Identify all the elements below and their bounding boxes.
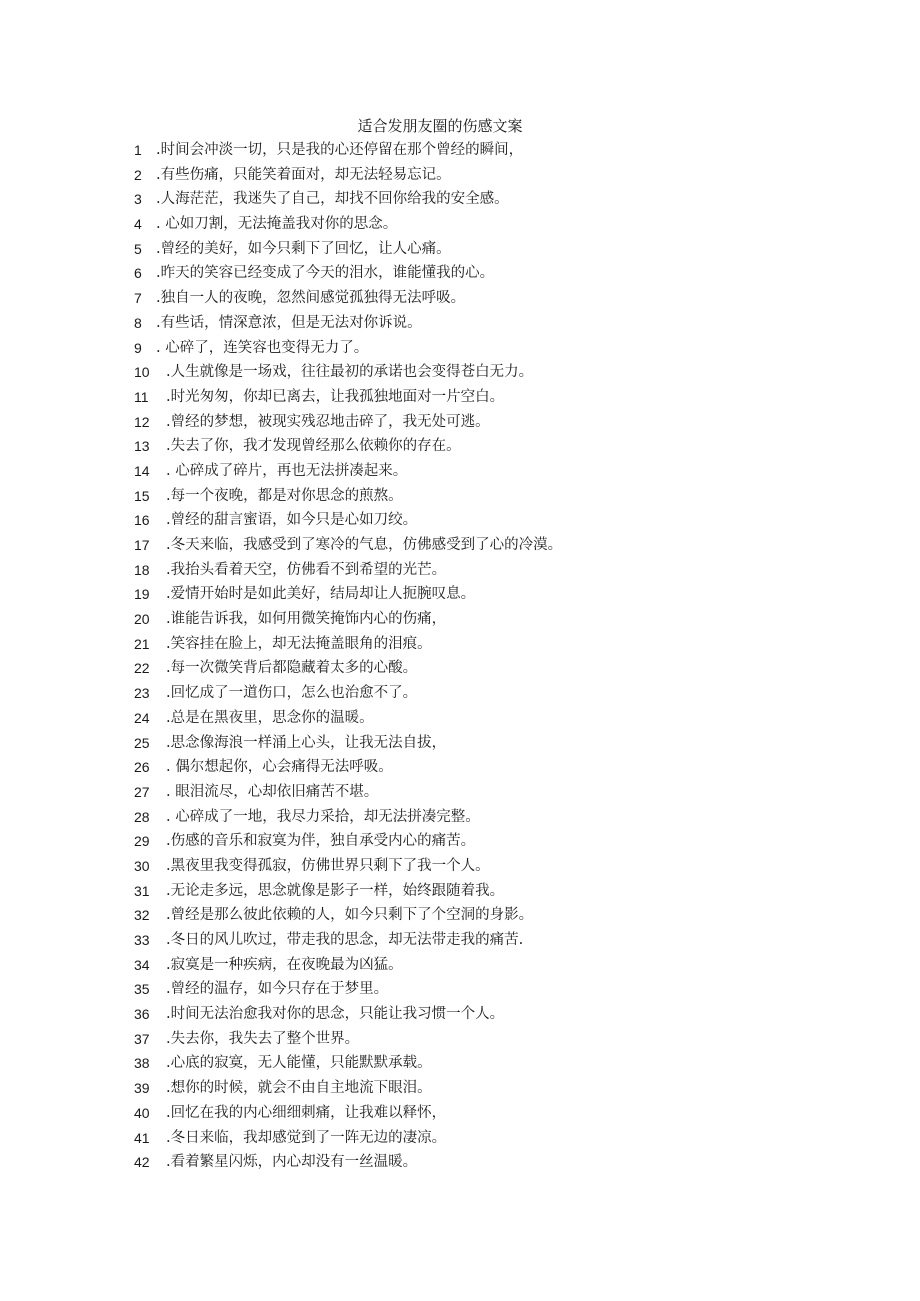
line-text: .曾经的甜言蜜语，如今只是心如刀绞。	[166, 512, 418, 529]
list-item	[134, 656, 854, 681]
line-text: .失去你，我失去了整个世界。	[166, 1030, 360, 1047]
list-item	[134, 706, 854, 731]
line-text: .总是在黑夜里，思念你的温暖。	[166, 709, 374, 726]
line-number: 31	[134, 882, 150, 899]
list-item	[134, 582, 854, 607]
line-number: 8	[134, 314, 142, 331]
list-item	[134, 1126, 854, 1151]
line-number: 14	[134, 462, 150, 479]
line-text: . 偶尔想起你，心会痛得无法呼吸。	[166, 759, 393, 776]
list-item	[134, 237, 854, 262]
list-item	[134, 1150, 854, 1175]
line-text: .时间会冲淡一切，只是我的心还停留在那个曾经的瞬间，	[156, 142, 524, 158]
list-item	[134, 163, 854, 188]
list-item	[134, 755, 854, 780]
line-number: 11	[134, 388, 149, 405]
line-text: .回忆成了一道伤口，怎么也治愈不了。	[166, 685, 418, 702]
line-number: 19	[134, 586, 150, 603]
line-text: .独自一人的夜晚，忽然间感觉孤独得无法呼吸。	[156, 290, 466, 307]
line-number: 4	[134, 216, 142, 233]
list-item	[134, 336, 854, 361]
list-item	[134, 681, 854, 706]
list-item	[134, 607, 854, 632]
line-number: 17	[134, 537, 150, 553]
line-text: .冬天来临，我感受到了寒冷的气息，仿佛感受到了心的冷漠。	[166, 537, 563, 553]
line-number: 36	[134, 1006, 150, 1023]
line-number: 1	[134, 142, 142, 158]
line-number: 27	[134, 783, 150, 800]
list-item	[134, 385, 854, 410]
line-text: .人生就像是一场戏，往往最初的承诺也会变得苍白无力。	[166, 364, 534, 381]
line-text: .人海茫茫，我迷失了自己，却找不回你给我的安全感。	[156, 191, 509, 208]
list-item	[134, 903, 854, 928]
line-number: 16	[134, 512, 150, 529]
line-text: .时间无法治愈我对你的思念，只能让我习惯一个人。	[166, 1006, 505, 1023]
line-number: 37	[134, 1030, 150, 1047]
line-number: 30	[134, 857, 150, 874]
line-number: 34	[134, 956, 150, 973]
list-item	[134, 261, 854, 286]
line-number: 23	[134, 685, 150, 702]
line-number: 25	[134, 734, 150, 751]
list-item	[134, 731, 854, 756]
list-item	[134, 459, 854, 484]
list-item	[134, 558, 854, 583]
line-text: .有些伤痛，只能笑着面对，却无法轻易忘记。	[156, 166, 451, 183]
line-text: .伤感的音乐和寂寞为伴，独自承受内心的痛苦。	[166, 833, 476, 850]
line-number: 5	[134, 240, 142, 257]
list-item	[134, 434, 854, 459]
list-item	[134, 138, 854, 163]
list-item	[134, 977, 854, 1002]
line-text: .每一个夜晚，都是对你思念的煎熬。	[166, 487, 403, 504]
line-text: .每一次微笑背后都隐藏着太多的心酸。	[166, 660, 418, 677]
list-item	[134, 829, 854, 854]
document-title: 适合发朋友圈的伤感文案	[357, 117, 523, 135]
line-number: 29	[134, 833, 150, 850]
list-item	[134, 1076, 854, 1101]
line-text: .曾经是那么彼此依赖的人，如今只剩下了个空洞的身影。	[166, 907, 534, 924]
line-text: . 心碎成了碎片，再也无法拼凑起来。	[166, 462, 408, 479]
line-text: .寂寞是一种疾病，在夜晚最为凶猛。	[166, 956, 403, 973]
line-text: .想你的时候，就会不由自主地流下眼泪。	[166, 1080, 432, 1097]
list-item	[134, 360, 854, 385]
list-item	[134, 879, 854, 904]
line-text: .回忆在我的内心细细刺痛，让我难以释怀，	[166, 1104, 447, 1121]
line-number: 9	[134, 339, 142, 356]
line-text: . 心碎了，连笑容也变得无力了。	[156, 339, 369, 356]
line-text: . 心如刀割，无法掩盖我对你的思念。	[156, 216, 398, 233]
line-number: 26	[134, 759, 150, 776]
list-item	[134, 632, 854, 657]
list-item	[134, 1027, 854, 1052]
line-number: 13	[134, 438, 150, 455]
line-text: .曾经的美好，如今只剩下了回忆，让人心痛。	[156, 240, 451, 257]
line-number: 35	[134, 981, 150, 998]
line-text: .谁能告诉我，如何用微笑掩饰内心的伤痛，	[166, 611, 447, 628]
list-item	[134, 1051, 854, 1076]
line-number: 24	[134, 709, 150, 726]
list-item	[134, 484, 854, 509]
list-item	[134, 1002, 854, 1027]
line-text: .曾经的梦想，被现实残忍地击碎了，我无处可逃。	[166, 413, 490, 430]
line-text: .时光匆匆，你却已离去，让我孤独地面对一片空白。	[166, 388, 505, 405]
line-number: 15	[134, 487, 150, 504]
line-number: 39	[134, 1080, 150, 1097]
line-text: .笑容挂在脸上，却无法掩盖眼角的泪痕。	[166, 635, 432, 652]
line-text: .冬日来临，我却感觉到了一阵无边的凄凉。	[166, 1129, 447, 1146]
line-number: 40	[134, 1104, 150, 1121]
line-number: 3	[134, 191, 142, 208]
line-text: .黑夜里我变得孤寂，仿佛世界只剩下了我一个人。	[166, 857, 490, 874]
list-item	[134, 953, 854, 978]
line-number: 22	[134, 660, 150, 677]
line-text: .我抬头看着天空，仿佛看不到希望的光芒。	[166, 561, 447, 578]
list-item	[134, 212, 854, 237]
line-number: 38	[134, 1055, 150, 1072]
line-number: 28	[134, 808, 150, 825]
line-number: 42	[134, 1154, 150, 1171]
line-number: 18	[134, 561, 150, 578]
line-text: . 眼泪流尽，心却依旧痛苦不堪。	[166, 783, 379, 800]
line-number: 6	[134, 265, 142, 282]
list-item	[134, 187, 854, 212]
list-item	[134, 805, 854, 830]
list-item	[134, 286, 854, 311]
list-item	[134, 780, 854, 805]
line-text: . 心碎成了一地，我尽力采拾，却无法拼凑完整。	[166, 808, 480, 825]
line-number: 20	[134, 611, 150, 628]
line-number: 12	[134, 413, 150, 430]
line-number: 7	[134, 290, 142, 307]
line-text: .有些话，情深意浓，但是无法对你诉说。	[156, 314, 422, 331]
line-text: .看着繁星闪烁，内心却没有一丝温暖。	[166, 1154, 418, 1171]
line-text: .爱情开始时是如此美好，结局却让人扼腕叹息。	[166, 586, 476, 603]
list-item	[134, 928, 854, 953]
line-text: .心底的寂寞，无人能懂，只能默默承载。	[166, 1055, 432, 1072]
line-number: 41	[134, 1129, 150, 1146]
list-item	[134, 533, 854, 558]
line-number: 10	[134, 364, 150, 381]
list-item	[134, 1101, 854, 1126]
list-item	[134, 854, 854, 879]
line-number: 2	[134, 166, 142, 183]
line-number: 21	[134, 635, 150, 652]
line-text: .曾经的温存，如今只存在于梦里。	[166, 981, 389, 998]
line-number: 32	[134, 907, 150, 924]
line-text: .无论走多远，思念就像是影子一样，始终跟随着我。	[166, 882, 505, 899]
line-text: .思念像海浪一样涌上心头，让我无法自拔，	[166, 734, 447, 751]
list-item	[134, 311, 854, 336]
list-item	[134, 410, 854, 435]
list-item	[134, 508, 854, 533]
line-text: .昨天的笑容已经变成了今天的泪水，谁能懂我的心。	[156, 265, 495, 282]
line-number: 33	[134, 932, 150, 948]
line-text: .失去了你，我才发现曾经那么依赖你的存在。	[166, 438, 461, 455]
line-text: .冬日的风儿吹过，带走我的思念，却无法带走我的痛苦.	[166, 932, 524, 948]
line-list	[134, 138, 854, 1175]
